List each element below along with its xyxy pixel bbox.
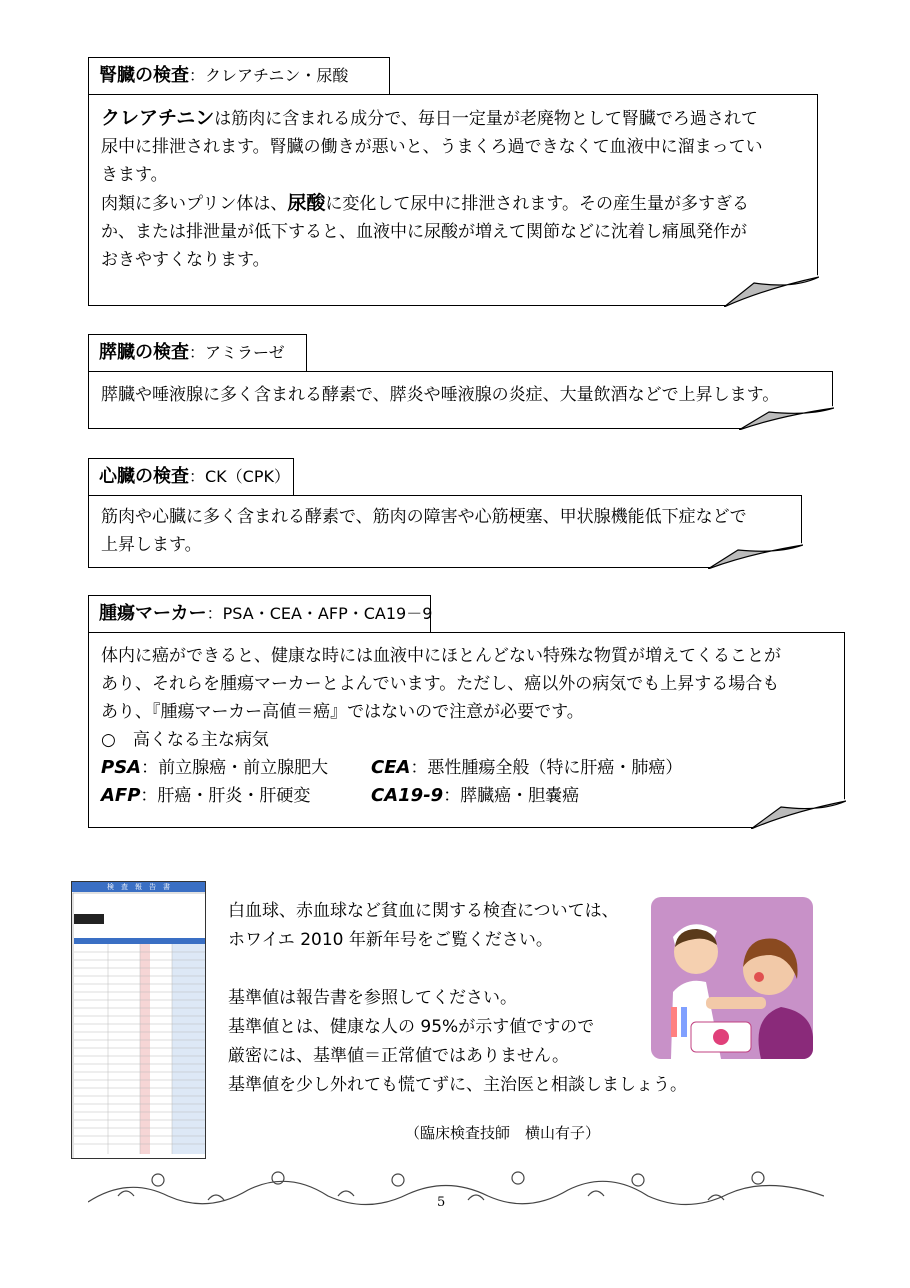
uric-acid-term: 尿酸	[287, 192, 326, 214]
page-curl-icon	[708, 543, 803, 569]
tumor-marker-section-title: 腫瘍マーカー	[99, 603, 207, 624]
lab-report-thumbnail	[71, 881, 206, 1159]
marker-name: CA19-9	[371, 785, 444, 806]
marker-name: AFP	[101, 785, 141, 806]
heart-section-title: 心臓の検査	[99, 466, 189, 487]
pancreas-section-title: 膵臓の検査	[99, 342, 189, 363]
page-curl-icon	[724, 275, 819, 307]
marker-name: CEA	[371, 757, 411, 778]
report-table-graphic	[72, 892, 206, 1159]
kidney-section-subtitle: ：クレアチニン・尿酸	[189, 66, 349, 85]
tumor-marker-section-tab	[88, 595, 431, 633]
pancreas-section-subtitle: ：アミラーゼ	[189, 343, 285, 362]
marker-name: PSA	[101, 757, 142, 778]
page-curl-icon	[751, 799, 846, 829]
marker-row: PSA：前立腺癌・前立腺肥大 CEA：悪性腫瘍全般（特に肝癌・肺癌）	[101, 757, 683, 778]
pancreas-section-body: 膵臓や唾液腺に多く含まれる酵素で、膵炎や唾液腺の炎症、大量飲酒などで上昇します。	[88, 371, 833, 429]
kidney-section-body: クレアチニンは筋肉に含まれる成分で、毎日一定量が老廃物として腎臓でろ過されて 尿中に排泄されます。腎臓の働きが悪いと、うまくろ過できなくて血液中に溜まってい きます。 肉類に多いプリン体は、尿酸に変化して尿中に排泄されます。その産生量が多すぎる か、または排泄量が低下すると、血液中に尿酸が増えて関節などに沈着し痛風発作が おきやすくなります。	[88, 94, 818, 306]
uric-acid-paragraph: 肉類に多いプリン体は、尿酸に変化して尿中に排泄されます。その産生量が多すぎる	[101, 192, 749, 214]
nurse-illustration	[651, 897, 813, 1059]
creatinine-paragraph: クレアチニンは筋肉に含まれる成分で、毎日一定量が老廃物として腎臓でろ過されて	[101, 107, 758, 129]
heart-section-subtitle: ：CK（CPK）	[189, 467, 290, 486]
kidney-section-title: 腎臓の検査	[99, 65, 189, 86]
tumor-marker-section-subtitle: ：PSA・CEA・AFP・CA19－9	[206, 604, 433, 623]
reference-notes: 白血球、赤血球など貧血に関する検査については、 ホワイエ 2010 年新年号をご覧ください。 基準値は報告書を参照してください。 基準値とは、健康な人の 95%が示す値ですので 厳密には、基準値＝正常値ではありません。 基準値を少し外れても慌てずに、主治医と相談しましょう。	[228, 901, 687, 1095]
page-curl-icon	[739, 406, 834, 430]
marker-list-heading: ○ 高くなる主な病気	[101, 730, 269, 750]
heart-section-body: 筋肉や心臓に多く含まれる酵素で、筋肉の障害や心筋梗塞、甲状腺機能低下症などで 上昇します。	[88, 495, 802, 568]
author-credit: （臨床検査技師 横山有子）	[405, 1124, 601, 1142]
creatinine-term: クレアチニン	[101, 107, 215, 129]
tumor-marker-section-body: 体内に癌ができると、健康な時には血液中にほとんどない特殊な物質が増えてくることが あり、それらを腫瘍マーカーとよんでいます。ただし、癌以外の病気でも上昇する場合も あり、『腫瘍マーカー高値＝癌』ではないので注意が必要です。 ○ 高くなる主な病気 PSA：前立腺癌・前立腺肥大 CEA：悪性腫瘍全般（特に肝癌・肺癌） AFP：肝癌・肝炎・肝硬変 CA19-9：膵臓癌・胆嚢癌	[88, 632, 845, 828]
kidney-section-tab	[88, 57, 390, 95]
heart-section-tab	[88, 458, 294, 496]
pancreas-section-tab	[88, 334, 307, 372]
report-thumb-title: 検 査 報 告 書	[72, 882, 205, 892]
page-number: 5	[437, 1195, 446, 1210]
marker-row: AFP：肝癌・肝炎・肝硬変 CA19-9：膵臓癌・胆嚢癌	[101, 785, 580, 806]
floral-border-ornament	[88, 1166, 824, 1214]
